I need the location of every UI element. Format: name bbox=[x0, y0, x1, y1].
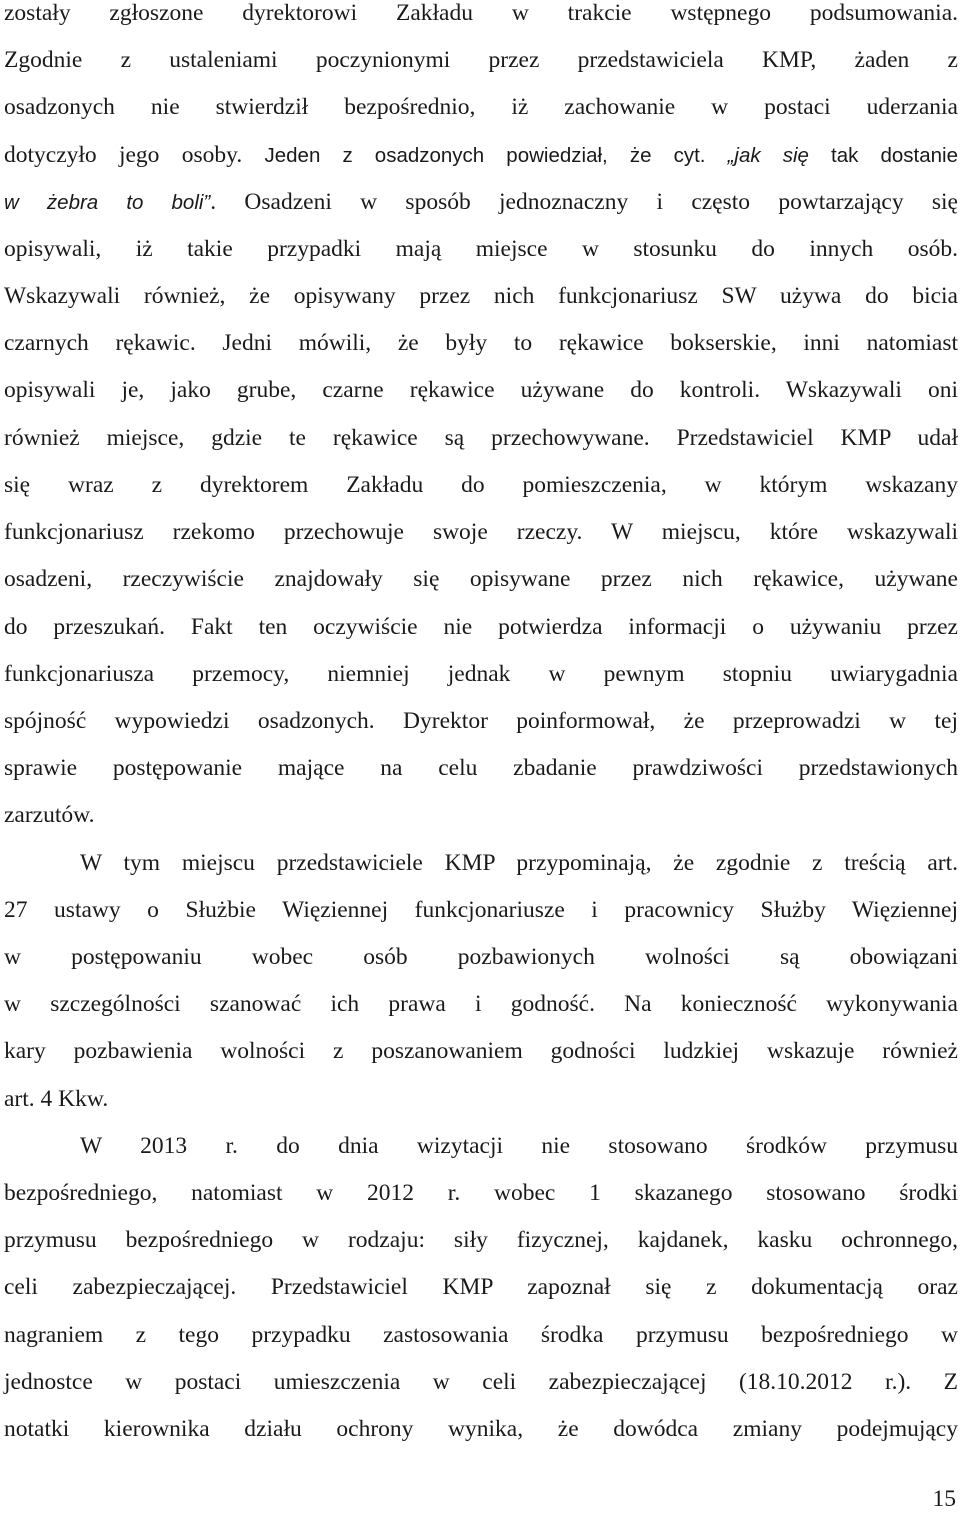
text-line-mixed bbox=[4, 187, 958, 217]
text-line: Zgodnie z ustaleniami poczynionymi przez przedstawiciela KMP, żaden z bbox=[4, 47, 958, 73]
text-line: osadzeni, rzeczywiście znajdowały się opisywane przez nich rękawice, używane bbox=[4, 566, 958, 592]
text-line: kary pozbawienia wolności z poszanowaniem godności ludzkiej wskazuje również bbox=[4, 1038, 958, 1064]
quote-span-italic: w żebra to boli” bbox=[4, 191, 211, 214]
text-line: spójność wypowiedzi osadzonych. Dyrektor poinformował, że przeprowadzi w tej bbox=[4, 708, 958, 734]
text-line: się wraz z dyrektorem Zakładu do pomieszczenia, w którym wskazany bbox=[4, 472, 958, 498]
page-number: 15 bbox=[932, 1486, 956, 1512]
text-line: w szczególności szanować ich prawa i godność. Na konieczność wykonywania bbox=[4, 991, 958, 1017]
paragraph-first-line: W 2013 r. do dnia wizytacji nie stosowano środków przymusu bbox=[80, 1133, 958, 1159]
text-line: opisywali je, jako grube, czarne rękawice używane do kontroli. Wskazywali oni bbox=[4, 377, 958, 403]
text-line: notatki kierownika działu ochrony wynika, że dowódca zmiany podejmujący bbox=[4, 1416, 958, 1442]
text-line: nagraniem z tego przypadku zastosowania środka przymusu bezpośredniego w bbox=[4, 1322, 958, 1348]
text-line-mixed bbox=[4, 140, 958, 170]
text-line: 27 ustawy o Służbie Więziennej funkcjonariusze i pracownicy Służby Więziennej bbox=[4, 897, 958, 923]
paragraph-first-line: W tym miejscu przedstawiciele KMP przypominają, że zgodnie z treścią art. bbox=[80, 850, 958, 876]
text-line: Wskazywali również, że opisywany przez nich funkcjonariusz SW używa do bicia bbox=[4, 283, 958, 309]
text-line: czarnych rękawic. Jedni mówili, że były to rękawice bokserskie, inni natomiast bbox=[4, 330, 958, 356]
text-line: funkcjonariusz rzekomo przechowuje swoje rzeczy. W miejscu, które wskazywali bbox=[4, 519, 958, 545]
quote-span-italic: „jak się bbox=[727, 144, 809, 167]
text-line: bezpośredniego, natomiast w 2012 r. wobec 1 skazanego stosowano środki bbox=[4, 1180, 958, 1206]
text-line: opisywali, iż takie przypadki mają miejsce w stosunku do innych osób. bbox=[4, 236, 958, 262]
text-span-sans: Jeden z osadzonych powiedział, że cyt. bbox=[264, 144, 728, 167]
text-line: funkcjonariusza przemocy, niemniej jednak w pewnym stopniu uwiarygadnia bbox=[4, 661, 958, 687]
text-line: zarzutów. bbox=[4, 802, 95, 828]
text-line: sprawie postępowanie mające na celu zbadanie prawdziwości przedstawionych bbox=[4, 755, 958, 781]
text-span: . Osadzeni w sposób jednoznaczny i często powtarzający się bbox=[210, 189, 958, 215]
text-span: dotyczyło jego osoby. bbox=[4, 142, 265, 168]
text-line: do przeszukań. Fakt ten oczywiście nie potwierdza informacji o używaniu przez bbox=[4, 614, 958, 640]
text-line: zostały zgłoszone dyrektorowi Zakładu w trakcie wstępnego podsumowania. bbox=[4, 0, 958, 26]
text-span-sans: tak dostanie bbox=[808, 144, 958, 167]
text-line: osadzonych nie stwierdził bezpośrednio, iż zachowanie w postaci uderzania bbox=[4, 94, 958, 120]
text-line: również miejsce, gdzie te rękawice są przechowywane. Przedstawiciel KMP udał bbox=[4, 425, 958, 451]
text-line: przymusu bezpośredniego w rodzaju: siły fizycznej, kajdanek, kasku ochronnego, bbox=[4, 1227, 958, 1253]
text-line: art. 4 Kkw. bbox=[4, 1086, 109, 1112]
text-line: jednostce w postaci umieszczenia w celi zabezpieczającej (18.10.2012 r.). Z bbox=[4, 1369, 958, 1395]
text-line: w postępowaniu wobec osób pozbawionych wolności są obowiązani bbox=[4, 944, 958, 970]
text-line: celi zabezpieczającej. Przedstawiciel KMP zapoznał się z dokumentacją oraz bbox=[4, 1274, 958, 1300]
